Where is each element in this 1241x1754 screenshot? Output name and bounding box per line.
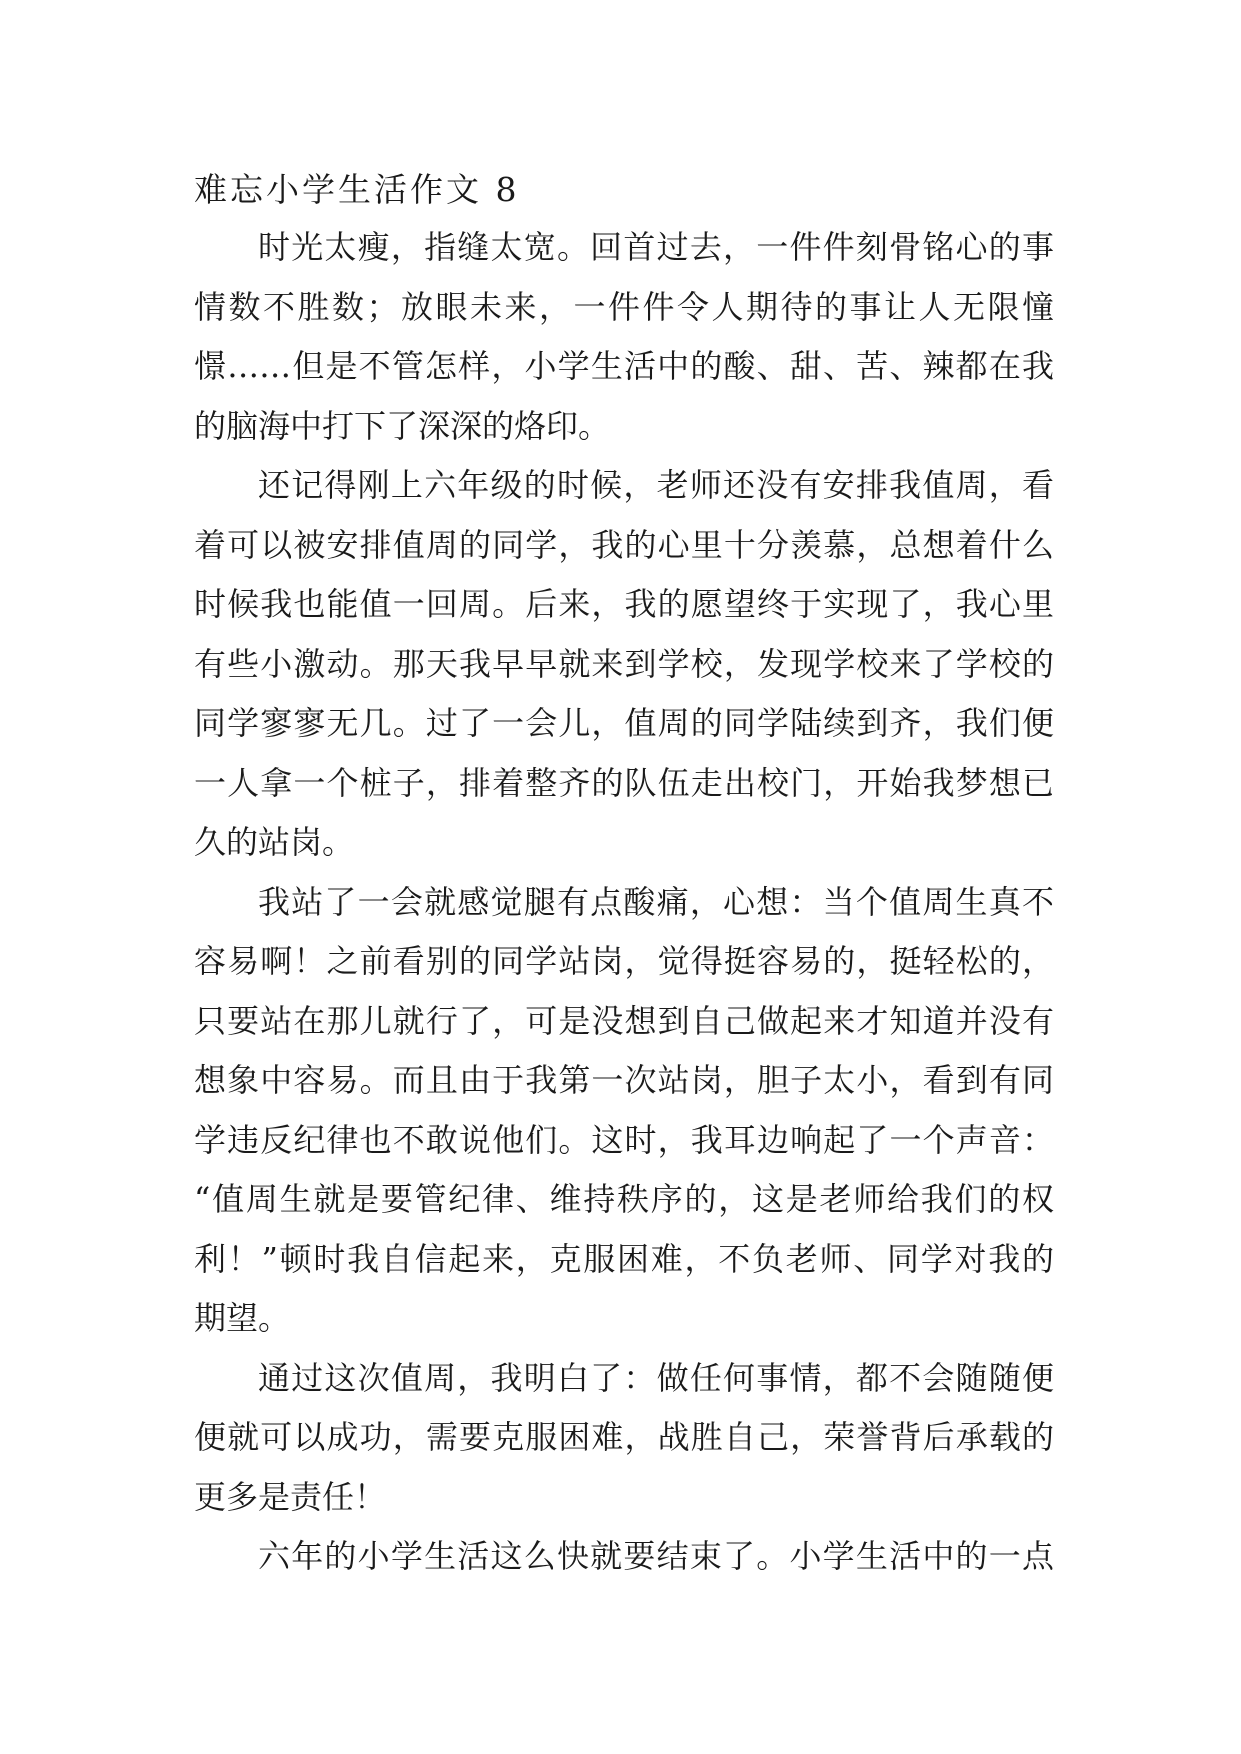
paragraph-line: 还记得刚上六年级的时候，老师还没有安排我值周，看 <box>258 466 1054 504</box>
paragraph-line: 想象中容易。而且由于我第一次站岗，胆子太小，看到有同 <box>194 1061 1054 1099</box>
paragraph-line: 情数不胜数；放眼未来，一件件令人期待的事让人无限憧 <box>194 287 1054 326</box>
paragraph-2 <box>194 456 1054 873</box>
paragraph-line: “值周生就是要管纪律、维持秩序的，这是老师给我们的权 <box>194 1180 1054 1218</box>
paragraph-line: 同学寥寥无几。过了一会儿，值周的同学陆续到齐，我们便 <box>194 704 1054 742</box>
paragraph-line: 利！”顿时我自信起来，克服困难，不负老师、同学对我的 <box>194 1239 1054 1278</box>
paragraph-3 <box>194 873 1054 1349</box>
paragraph-line: 便就可以成功，需要克服困难，战胜自己，荣誉背后承载的 <box>194 1418 1054 1456</box>
paragraph-line: 更多是责任！ <box>194 1477 387 1516</box>
essay-title: 难忘小学生活作文 8 <box>194 170 520 209</box>
paragraph-line: 期望。 <box>194 1299 291 1337</box>
paragraph-line: 我站了一会就感觉腿有点酸痛，心想：当个值周生真不 <box>258 882 1054 921</box>
paragraph-line: 只要站在那儿就行了，可是没想到自己做起来才知道并没有 <box>194 1001 1054 1040</box>
paragraph-line: 通过这次值周，我明白了：做任何事情，都不会随随便 <box>258 1358 1054 1397</box>
paragraph-line: 的脑海中打下了深深的烙印。 <box>194 406 611 445</box>
essay-body <box>194 218 1054 1587</box>
paragraph-line: 有些小激动。那天我早早就来到学校，发现学校来了学校的 <box>194 644 1054 683</box>
paragraph-4 <box>194 1349 1054 1528</box>
paragraph-line: 憬……但是不管怎样，小学生活中的酸、甜、苦、辣都在我 <box>194 347 1054 385</box>
paragraph-line: 学违反纪律也不敢说他们。这时，我耳边响起了一个声音： <box>194 1120 1054 1159</box>
paragraph-line: 一人拿一个桩子，排着整齐的队伍走出校门，开始我梦想已 <box>194 763 1054 802</box>
paragraph-1 <box>194 218 1054 456</box>
paragraph-line: 六年的小学生活这么快就要结束了。小学生活中的一点 <box>258 1537 1054 1575</box>
paragraph-line: 时光太瘦，指缝太宽。回首过去，一件件刻骨铭心的事 <box>258 228 1054 266</box>
paragraph-line: 久的站岗。 <box>194 823 355 861</box>
paragraph-line: 容易啊！之前看别的同学站岗，觉得挺容易的，挺轻松的， <box>194 942 1054 980</box>
paragraph-5 <box>194 1527 1054 1587</box>
paragraph-line: 时候我也能值一回周。后来，我的愿望终于实现了，我心里 <box>194 585 1054 623</box>
paragraph-line: 着可以被安排值周的同学，我的心里十分羡慕，总想着什么 <box>194 525 1054 564</box>
